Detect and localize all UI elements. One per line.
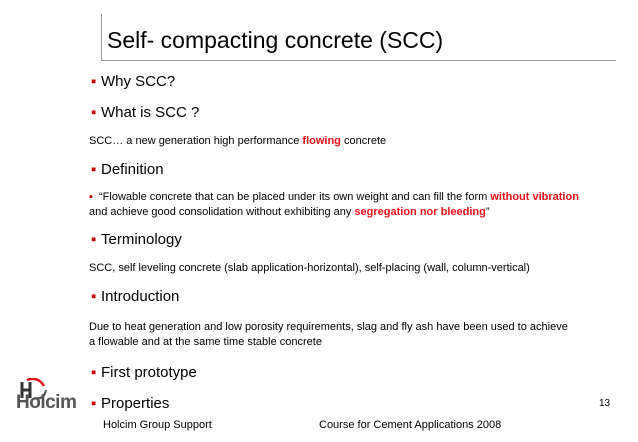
- holcim-logo: [16, 378, 88, 422]
- bullet-icon: [89, 190, 96, 205]
- bullet-icon: [91, 104, 98, 121]
- heading-what-is-scc: ▪What is SCC ?: [91, 104, 199, 121]
- title-frame-horizontal: [101, 60, 616, 61]
- heading-first-prototype: ▪First prototype: [91, 364, 197, 381]
- title-frame-vertical: [101, 14, 102, 61]
- heading-why-scc: ▪Why SCC?: [91, 73, 175, 90]
- bullet-icon: [91, 231, 98, 248]
- definition-line-2: and achieve good consolidation without exhibiting any segregation nor bleeding”: [89, 206, 490, 218]
- page-number: 13: [599, 398, 611, 409]
- introduction-text: [89, 320, 568, 350]
- holcim-logo-text: Holcim: [16, 392, 77, 413]
- bullet-icon: [91, 73, 98, 90]
- highlight-segregation-nor-bleeding: segregation nor bleeding: [354, 206, 486, 218]
- heading-introduction: ▪Introduction: [91, 288, 179, 305]
- terminology-text: SCC, self leveling concrete (slab application-horizontal), self-placing (wall, column-vertical): [89, 262, 530, 274]
- bullet-icon: [91, 288, 98, 305]
- highlight-flowing: flowing: [302, 135, 341, 147]
- heading-properties: ▪Properties: [91, 395, 169, 412]
- heading-definition: ▪Definition: [91, 161, 164, 178]
- introduction-line-2: a flowable and at the same time stable concrete: [89, 336, 322, 348]
- definition-line-1: ▪“Flowable concrete that can be placed under its own weight and can fill the form without vibration: [89, 190, 579, 205]
- definition-text: [89, 190, 579, 220]
- what-is-scc-text: SCC… a new generation high performance flowing concrete: [89, 135, 387, 147]
- introduction-line-1: Due to heat generation and low porosity requirements, slag and fly ash have been used to achieve: [89, 321, 568, 333]
- footer-left: Holcim Group Support: [103, 419, 212, 431]
- slide-title: Self- compacting concrete (SCC): [107, 27, 444, 53]
- bullet-icon: [91, 161, 98, 178]
- bullet-icon: [91, 364, 98, 381]
- highlight-without-vibration: without vibration: [490, 191, 579, 203]
- bullet-icon: [91, 395, 98, 412]
- footer-center: Course for Cement Applications 2008: [319, 419, 502, 431]
- heading-terminology: ▪Terminology: [91, 231, 182, 248]
